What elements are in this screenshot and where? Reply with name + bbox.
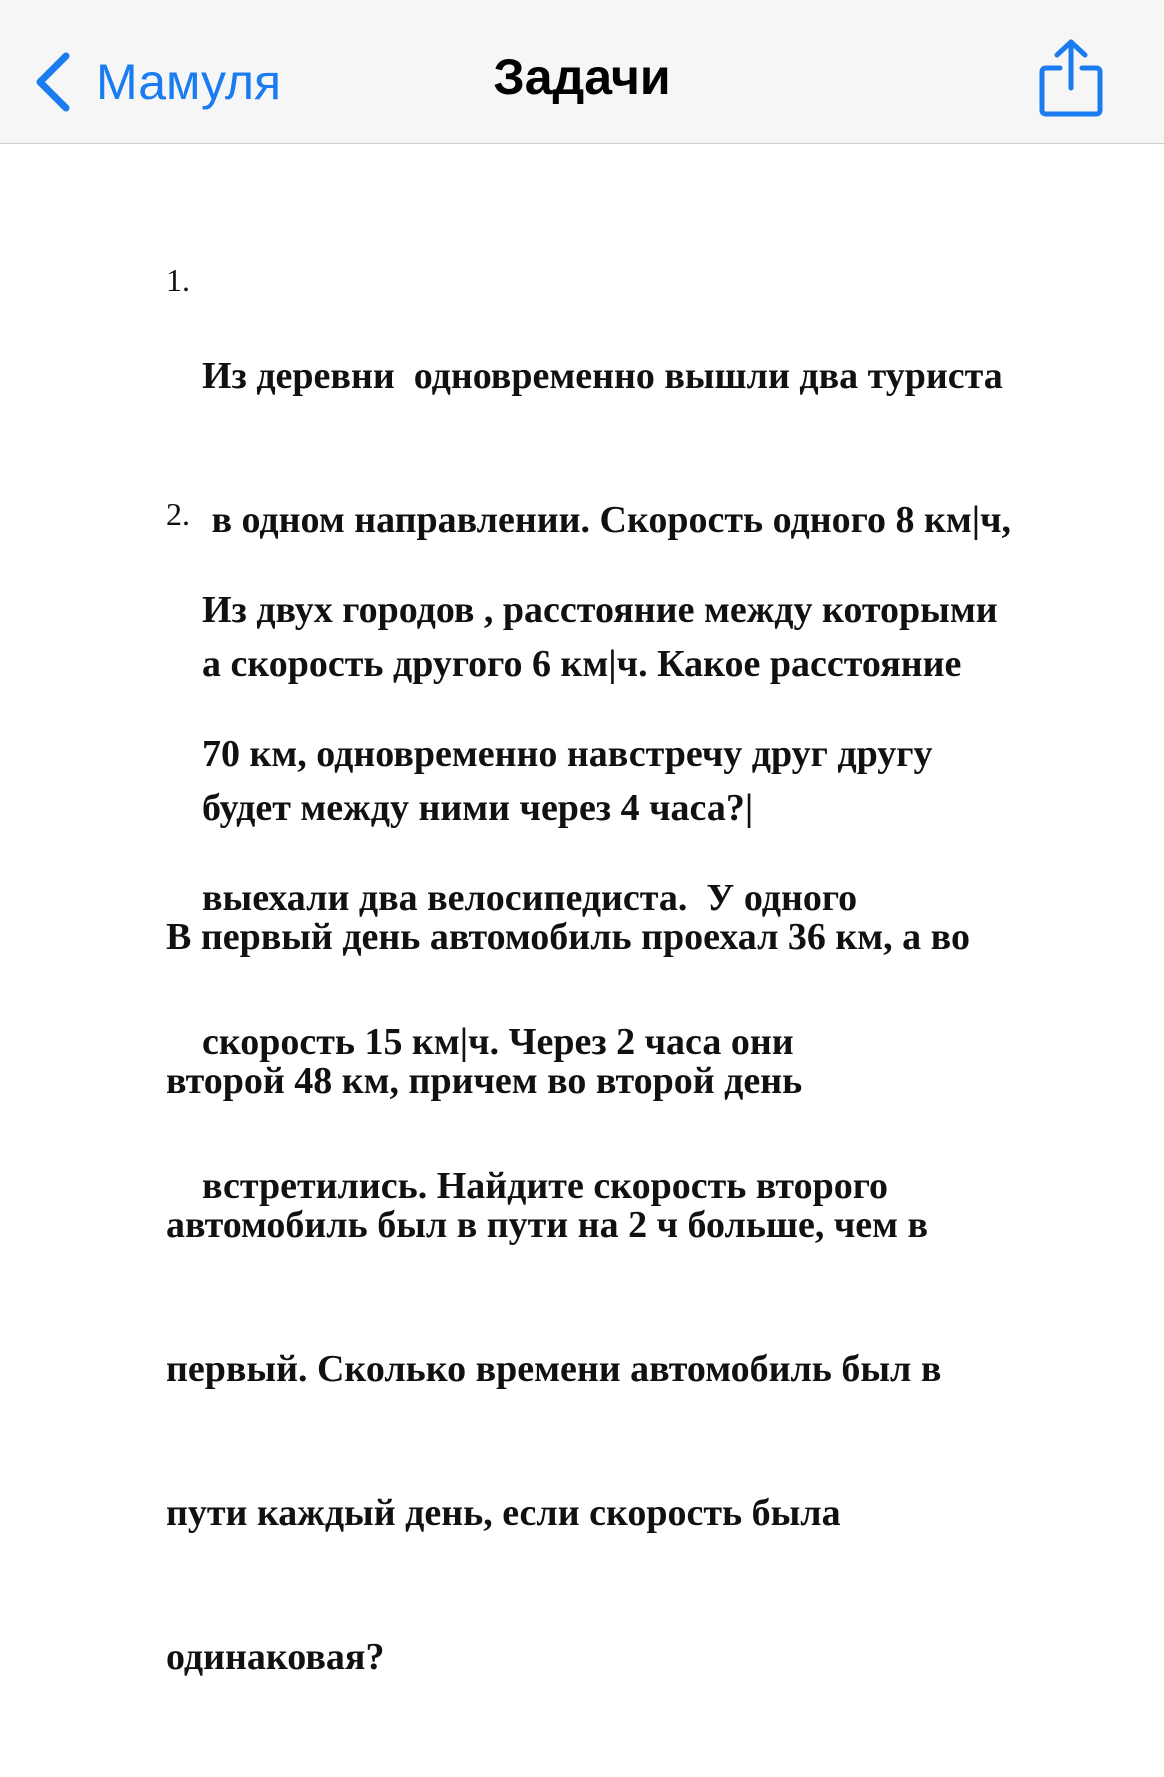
task-line: В первый день автомобиль проехал 36 км, а во: [166, 916, 970, 958]
task-line: Из двух городов , расстояние между которыми: [202, 589, 998, 631]
document-content: [0, 145, 1164, 1678]
task-line: одинаковая?: [166, 1636, 385, 1678]
task-number: 2.: [166, 496, 190, 532]
task-line: выехали два велосипедиста. У одного: [202, 877, 858, 919]
task-number: 1.: [166, 262, 190, 298]
navigation-bar: [0, 0, 1164, 144]
task-line: а скорость другого 6 км|ч. Какое расстояние: [202, 643, 962, 685]
task-line: автомобиль был в пути на 2 ч больше, чем в: [166, 1204, 929, 1246]
task-line: второй 48 км, причем во второй день: [166, 1060, 803, 1102]
task-line: пути каждый день, если скорость была: [166, 1492, 841, 1534]
share-icon: [1038, 38, 1104, 118]
task-line: встретились. Найдите скорость второго: [202, 1165, 889, 1207]
task-line: 70 км, одновременно навстречу друг другу: [202, 733, 933, 775]
task-line: скорость 15 км|ч. Через 2 часа они: [202, 1021, 794, 1063]
task-line: в одном направлении. Скорость одного 8 км|ч,: [202, 499, 1012, 541]
task-line: первый. Сколько времени автомобиль был в: [166, 1348, 942, 1390]
task-3: [166, 817, 970, 1777]
back-button-label: Мамуля: [96, 54, 282, 110]
task-line: будет между ними через 4 часа?|: [202, 787, 754, 829]
task-line: Из деревни одновременно вышли два туриста: [202, 355, 1003, 397]
share-button[interactable]: [1038, 38, 1104, 118]
page-title: Задачи: [493, 49, 671, 105]
